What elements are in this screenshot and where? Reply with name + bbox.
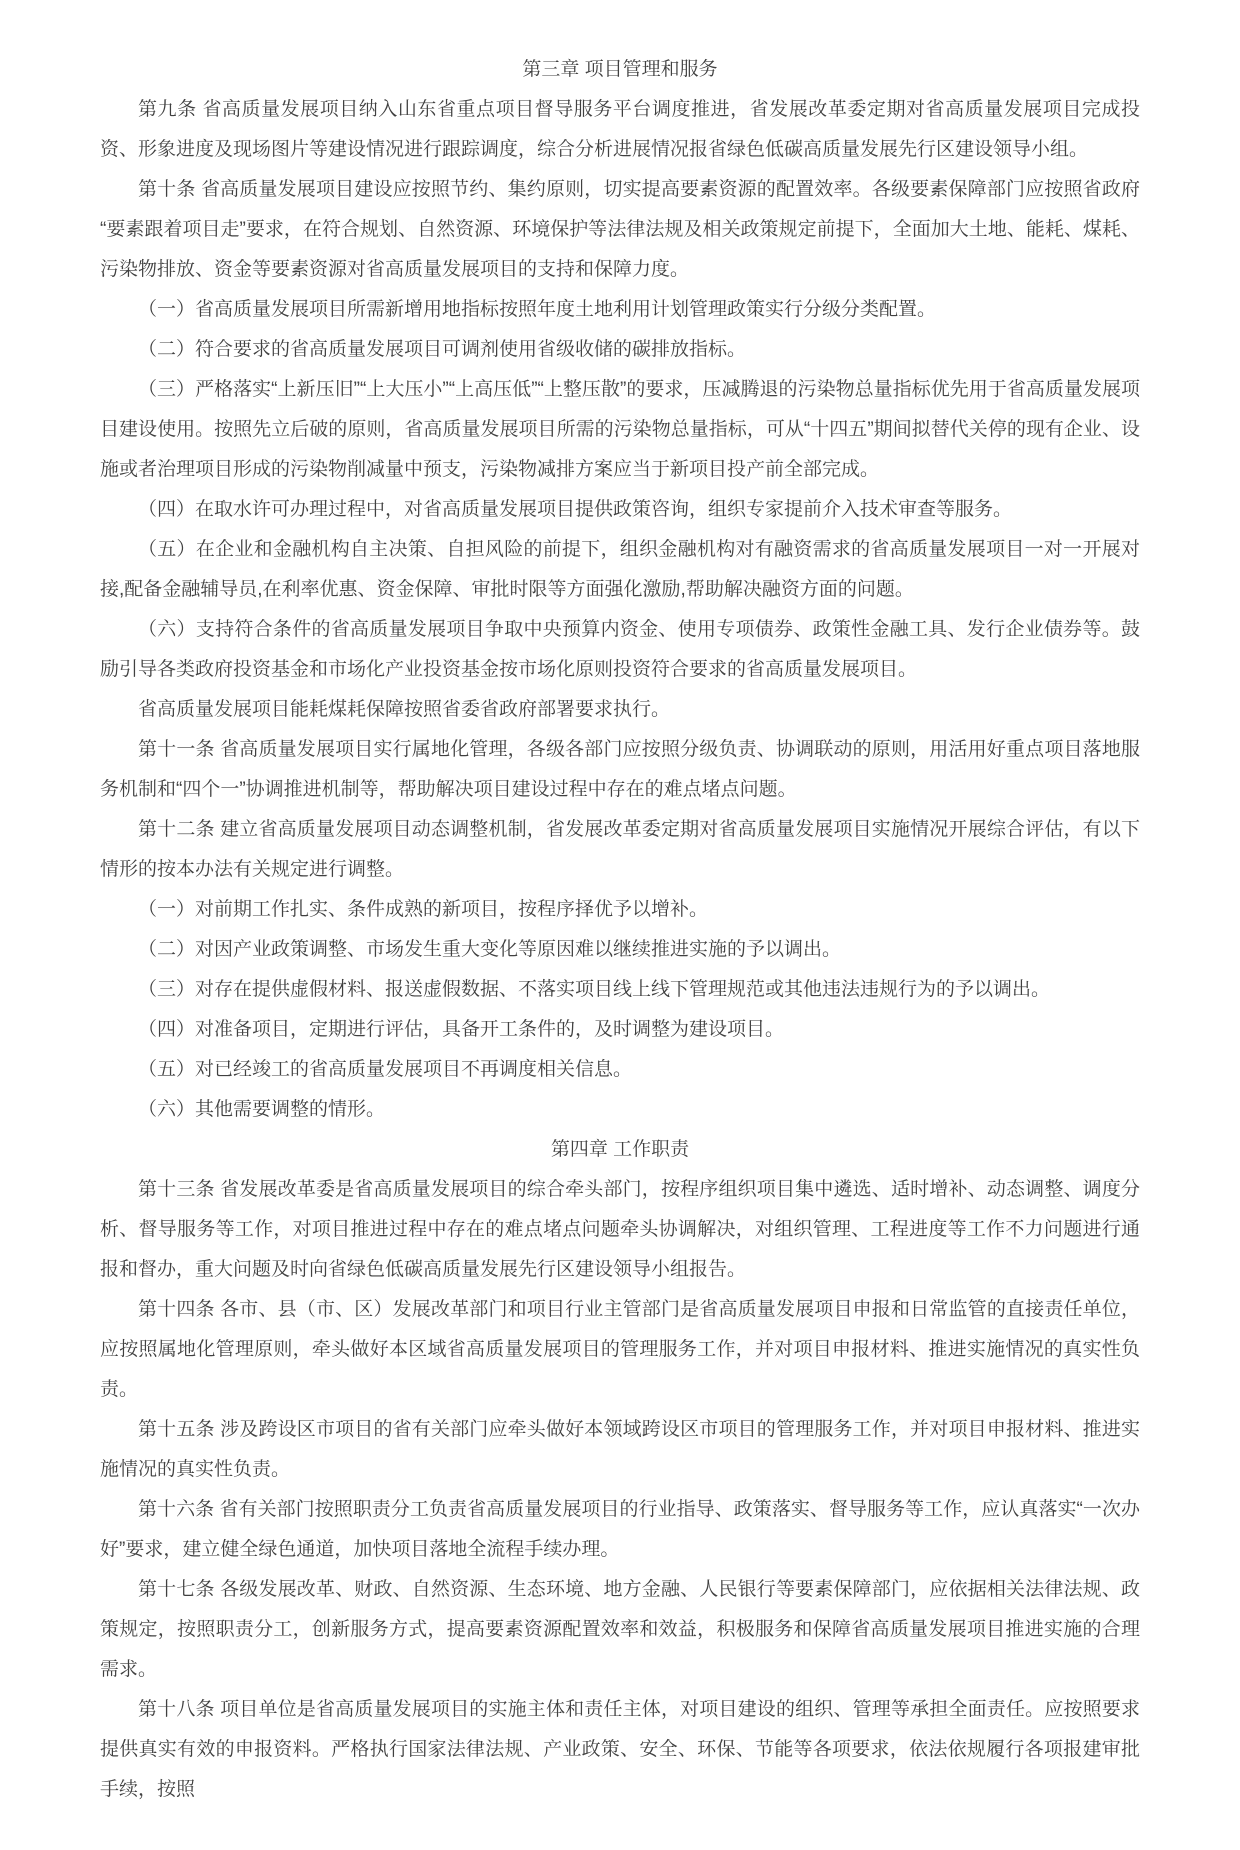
paragraph: （六）其他需要调整的情形。 (138, 1099, 386, 1120)
paragraph: 第十四条 各市、县（市、区）发展改革部门和项目行业主管部门是省高质量发展项目申报和日常监管的直接责任单位，应按照属地化管理原则，牵头做好本区域省高质量发展项目的管理服务工作，并对项目申报材料、推进实施情况的真实性负责。 (100, 1299, 1140, 1400)
paragraph: （六）支持符合条件的省高质量发展项目争取中央预算内资金、使用专项债券、政策性金融工具、发行企业债券等。鼓励引导各类政府投资基金和市场化产业投资基金按市场化原则投资符合要求的省高质量发展项目。 (100, 619, 1140, 680)
chapter-heading: 第四章 工作职责 (550, 1139, 690, 1160)
paragraph: （一）对前期工作扎实、条件成熟的新项目，按程序择优予以增补。 (138, 899, 709, 920)
paragraph: （三）严格落实“上新压旧”“上大压小”“上高压低”“上整压散”的要求，压减腾退的污染物总量指标优先用于省高质量发展项目建设使用。按照先立后破的原则，省高质量发展项目所需的污染物总量指标，可从“十四五”期间拟替代关停的现有企业、设施或者治理项目形成的污染物削减量中预支，污染物减排方案应当于新项目投产前全部完成。 (100, 379, 1140, 480)
paragraph: 第十条 省高质量发展项目建设应按照节约、集约原则，切实提高要素资源的配置效率。各级要素保障部门应按照省政府“要素跟着项目走”要求，在符合规划、自然资源、环境保护等法律法规及相关政策规定前提下，全面加大土地、能耗、煤耗、污染物排放、资金等要素资源对省高质量发展项目的支持和保障力度。 (100, 179, 1140, 280)
paragraph: （五）在企业和金融机构自主决策、自担风险的前提下，组织金融机构对有融资需求的省高质量发展项目一对一开展对接,配备金融辅导员,在利率优惠、资金保障、审批时限等方面强化激励,帮助解决融资方面的问题。 (100, 539, 1140, 600)
paragraph: （二）对因产业政策调整、市场发生重大变化等原因难以继续推进实施的予以调出。 (138, 939, 842, 960)
paragraph: 第十一条 省高质量发展项目实行属地化管理，各级各部门应按照分级负责、协调联动的原则，用活用好重点项目落地服务机制和“四个一”协调推进机制等，帮助解决项目建设过程中存在的难点堵点问题。 (100, 739, 1140, 800)
paragraph: （一）省高质量发展项目所需新增用地指标按照年度土地利用计划管理政策实行分级分类配置。 (138, 299, 937, 320)
paragraph: 第十二条 建立省高质量发展项目动态调整机制，省发展改革委定期对省高质量发展项目实施情况开展综合评估，有以下情形的按本办法有关规定进行调整。 (100, 819, 1140, 880)
paragraph: 第十七条 各级发展改革、财政、自然资源、生态环境、地方金融、人民银行等要素保障部门，应依据相关法律法规、政策规定，按照职责分工，创新服务方式，提高要素资源配置效率和效益，积极服务和保障省高质量发展项目推进实施的合理需求。 (100, 1579, 1140, 1680)
paragraph: （二）符合要求的省高质量发展项目可调剂使用省级收储的碳排放指标。 (138, 339, 747, 360)
document-content (100, 50, 1140, 1810)
paragraph: （三）对存在提供虚假材料、报送虚假数据、不落实项目线上线下管理规范或其他违法违规行为的予以调出。 (138, 979, 1051, 1000)
paragraph: 第十六条 省有关部门按照职责分工负责省高质量发展项目的行业指导、政策落实、督导服务等工作，应认真落实“一次办好”要求，建立健全绿色通道，加快项目落地全流程手续办理。 (100, 1499, 1140, 1560)
paragraph: （四）对准备项目，定期进行评估，具备开工条件的，及时调整为建设项目。 (138, 1019, 785, 1040)
paragraph: 第十三条 省发展改革委是省高质量发展项目的综合牵头部门，按程序组织项目集中遴选、适时增补、动态调整、调度分析、督导服务等工作，对项目推进过程中存在的难点堵点问题牵头协调解决，对组织管理、工程进度等工作不力问题进行通报和督办，重大问题及时向省绿色低碳高质量发展先行区建设领导小组报告。 (100, 1179, 1140, 1280)
paragraph: 第十五条 涉及跨设区市项目的省有关部门应牵头做好本领域跨设区市项目的管理服务工作，并对项目申报材料、推进实施情况的真实性负责。 (100, 1419, 1140, 1480)
chapter-heading: 第三章 项目管理和服务 (522, 59, 718, 80)
paragraph: （四）在取水许可办理过程中，对省高质量发展项目提供政策咨询，组织专家提前介入技术审查等服务。 (138, 499, 1013, 520)
paragraph: 第九条 省高质量发展项目纳入山东省重点项目督导服务平台调度推进，省发展改革委定期对省高质量发展项目完成投资、形象进度及现场图片等建设情况进行跟踪调度，综合分析进展情况报省绿色低碳高质量发展先行区建设领导小组。 (100, 99, 1140, 160)
paragraph: 省高质量发展项目能耗煤耗保障按照省委省政府部署要求执行。 (138, 699, 671, 720)
paragraph: 第十八条 项目单位是省高质量发展项目的实施主体和责任主体，对项目建设的组织、管理等承担全面责任。应按照要求提供真实有效的申报资料。严格执行国家法律法规、产业政策、安全、环保、节能等各项要求，依法依规履行各项报建审批手续，按照 (100, 1699, 1140, 1800)
paragraph: （五）对已经竣工的省高质量发展项目不再调度相关信息。 (138, 1059, 633, 1080)
